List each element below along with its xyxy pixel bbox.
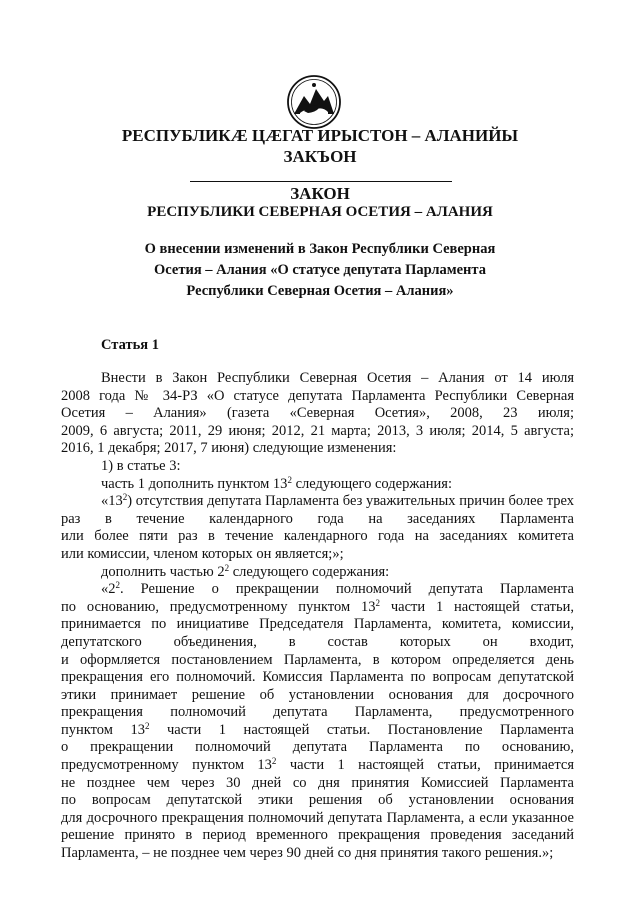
text-run: «2 (101, 581, 116, 598)
text-run: часть 1 дополнить пунктом 13 (101, 475, 288, 492)
subtitle-line: Республики Северная Осетия – Алания» (186, 283, 454, 299)
republic-name-ossetian: РЕСПУБЛИКӔ ЦӔГАТ ИРЫСТОН – АЛАНИЙЫ (121, 126, 519, 145)
body-line: этики принимает решение об установлении основания для досрочного (61, 686, 574, 703)
text-run: по основанию, предусмотренному пунктом 13 (61, 598, 376, 615)
body-line: решение принято в период временного прекращения проведения заседаний (61, 827, 574, 844)
body-line: 1) в статье 3: (101, 457, 181, 474)
subtitle-line: О внесении изменений в Закон Республики Северная (144, 241, 496, 257)
body-line: или комиссии, членом которых он является;»; (61, 545, 344, 562)
body-line (61, 564, 574, 582)
superscript: 2 (375, 597, 381, 608)
body-line (61, 476, 574, 494)
text-run: ) отсутствия депутата Парламента без уважительных причин более трех (127, 493, 574, 510)
body-line: раз в течение календарного года на заседаниях Парламента (61, 510, 574, 527)
law-title-russian: ЗАКОН (290, 184, 350, 203)
superscript: 2 (115, 580, 120, 591)
body-line: или более пяти раз в течение календарного года на заседаниях комитета (61, 528, 574, 545)
superscript: 2 (144, 720, 150, 731)
text-run: предусмотренному пунктом 13 (61, 757, 272, 774)
body-line: и оформляется постановлением Парламента, в котором определяется день (61, 651, 574, 668)
coat-of-arms-icon (286, 74, 342, 130)
republic-name-russian: РЕСПУБЛИКИ СЕВЕРНАЯ ОСЕТИЯ – АЛАНИЯ (147, 204, 493, 220)
body-line: Парламента, – не позднее чем через 90 дней со дня принятия такого решения.»; (61, 845, 554, 862)
superscript: 2 (287, 474, 292, 485)
body-line (61, 581, 574, 599)
body-line (61, 599, 574, 617)
superscript: 2 (271, 756, 277, 767)
text-run: пунктом 13 (61, 721, 145, 738)
law-subtitle (0, 239, 640, 302)
body-line: принимается по инициативе Председателя Парламента, комитета, комиссии, (61, 616, 574, 633)
article-heading: Статья 1 (101, 337, 159, 353)
body-line: Осетия – Алания» (газета «Северная Осетия», 2008, 23 июля; (61, 405, 574, 422)
text-run: следующего содержания: (229, 563, 390, 580)
body-line: 2008 года № 34-РЗ «О статусе депутата Парламента Республики Северная (61, 387, 574, 404)
text-run: следующего содержания: (291, 475, 453, 492)
body-line: 2016, 1 декабря; 2017, 7 июня) следующие изменения: (61, 440, 397, 457)
body-line: Внести в Закон Республики Северная Осетия – Алания от 14 июля (101, 370, 574, 386)
body-line (61, 722, 574, 740)
text-run: части 1 настоящей статьи, принимается (276, 757, 574, 774)
subtitle-line: Осетия – Алания «О статусе депутата Парламента (154, 262, 486, 278)
header-divider (190, 181, 452, 182)
text-run: части 1 настоящей статьи. Постановление Парламента (149, 721, 574, 738)
text-run: . Решение о прекращении полномочий депутата Парламента (120, 581, 574, 598)
body-line: прекращения полномочий депутата Парламента, предусмотренного (61, 704, 574, 721)
law-title-ossetian: ЗАКЪОН (283, 147, 357, 166)
text-run: части 1 настоящей статьи, (380, 598, 574, 615)
superscript: 2 (224, 562, 230, 573)
body-line: о прекращении полномочий депутата Парламента по основанию, (61, 739, 574, 756)
body-line: 2009, 6 августа; 2011, 29 июня; 2012, 21 марта; 2013, 3 июля; 2014, 5 августа; (61, 422, 574, 439)
superscript: 2 (122, 492, 128, 503)
body-line: прекращения его полномочий. Комиссия Парламента по вопросам депутатской (61, 669, 574, 686)
body-line: депутатского объединения, в состав которых он входит, (61, 633, 574, 650)
body-line: не позднее чем через 30 дней со дня принятия Комиссией Парламента (61, 774, 574, 791)
body-line: для досрочного прекращения полномочий депутата Парламента, а если указанное (61, 809, 574, 826)
text-run: дополнить частью 2 (101, 563, 225, 580)
body-line: по вопросам депутатской этики решения об установлении основания (61, 792, 574, 809)
body-line (61, 493, 574, 511)
article-body (61, 370, 574, 863)
body-line (61, 757, 574, 775)
text-run: «13 (101, 493, 123, 510)
